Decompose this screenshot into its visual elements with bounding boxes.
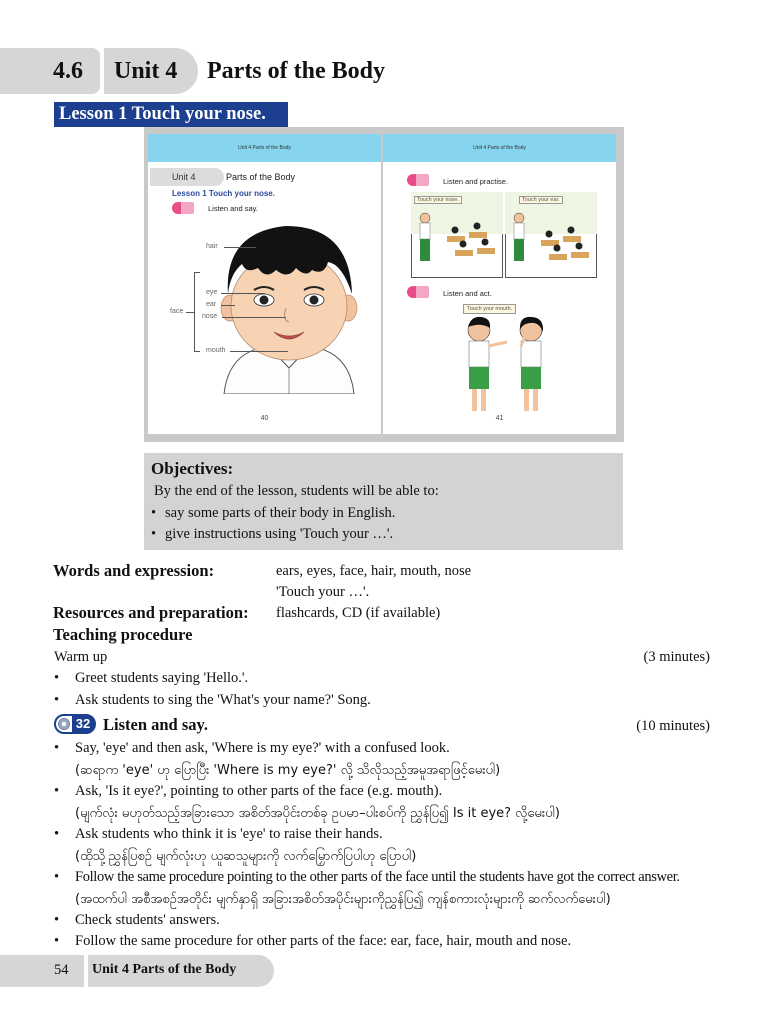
- procedure-step-myanmar: (ထိုသို့ညွှန်ပြစဉ် မျက်လုံးဟု ယူဆသူများကို လက်မြှောက်ပြပါဟု ပြောပါ): [75, 849, 417, 864]
- face-bracket: [194, 272, 195, 352]
- objectives-box: [144, 453, 623, 550]
- label-nose: nose: [202, 313, 218, 320]
- words-list: ears, eyes, face, hair, mouth, nose: [276, 563, 472, 579]
- objectives-title: Objectives:: [151, 459, 234, 478]
- activity-label: Listen and say.: [208, 204, 258, 213]
- label-line-face: [186, 312, 194, 313]
- page-title: Parts of the Body: [207, 58, 385, 84]
- label-line-ear: [221, 305, 235, 306]
- resources-value: flashcards, CD (if available): [276, 605, 441, 621]
- procedure-step-myanmar: (ဆရာက 'eye' ဟု ပြောပြီး 'Where is my eye?' လို့ သိလိုသည့်အမူအရာဖြင့်မေးပါ): [75, 763, 501, 778]
- page-header-strip: Unit 4 Parts of the Body: [148, 134, 381, 162]
- label-line-mouth: [230, 351, 288, 352]
- warmup-item: • Greet students saying 'Hello.'.: [54, 670, 249, 686]
- objective-item: • say some parts of their body in English.: [151, 505, 396, 521]
- activity-label: Listen and act.: [443, 289, 492, 298]
- classroom-illustration-2: [505, 192, 597, 278]
- warmup-item: • Ask students to sing the 'What's your name?' Song.: [54, 692, 371, 708]
- face-bracket-bottom: [194, 351, 200, 352]
- caption-touch-mouth: Touch your mouth.: [463, 304, 516, 314]
- section-tab: [0, 48, 100, 94]
- label-mouth: mouth: [206, 347, 226, 354]
- label-eye: eye: [206, 289, 218, 296]
- cd-disc-icon: [58, 718, 70, 730]
- classroom-illustration-1: [411, 192, 503, 278]
- procedure-step: • Follow the same procedure for other parts of the face: ear, face, hair, mouth and nose.: [54, 933, 572, 949]
- activity-label: Listen and practise.: [443, 177, 509, 186]
- speaker-icon: [407, 174, 429, 186]
- words-expression: 'Touch your …'.: [276, 584, 370, 600]
- label-line-hair: [224, 247, 256, 248]
- textbook-page-number-right: 41: [495, 415, 504, 422]
- label-ear: ear: [206, 301, 217, 308]
- resources-label: Resources and preparation:: [53, 603, 249, 622]
- procedure-step: • Ask students who think it is 'eye' to raise their hands.: [54, 826, 383, 842]
- warmup-time: (3 minutes): [643, 649, 710, 665]
- textbook-page-right: [383, 134, 616, 434]
- children-illustration: [451, 312, 561, 420]
- track-number: 32: [72, 716, 94, 732]
- textbook-spread: [144, 127, 624, 442]
- mini-unit-tab: Unit 4: [150, 168, 224, 186]
- label-line-nose: [222, 317, 286, 318]
- procedure-step: • Ask, 'Is it eye?', pointing to other parts of the face (e.g. mouth).: [54, 783, 443, 799]
- speaker-icon: [407, 286, 429, 298]
- procedure-step: • Follow the same procedure pointing to the other parts of the face until the students have got the correct answer.: [54, 869, 680, 885]
- label-line-eye: [221, 293, 265, 294]
- textbook-page-left: [148, 134, 381, 434]
- speaker-icon: [172, 202, 194, 214]
- cd-track-icon: [54, 714, 96, 734]
- unit-label: Unit 4: [114, 58, 178, 84]
- words-label: Words and expression:: [53, 561, 215, 580]
- mini-unit-title: Parts of the Body: [226, 172, 296, 182]
- warmup-heading: Warm up: [54, 649, 108, 665]
- textbook-page-number-left: 40: [260, 415, 269, 422]
- label-hair: hair: [206, 243, 218, 250]
- objectives-intro: By the end of the lesson, students will be able to:: [154, 483, 439, 499]
- procedure-step: • Check students' answers.: [54, 912, 220, 928]
- lesson-title-bar: Lesson 1 Touch your nose.: [54, 102, 288, 127]
- section-number: 4.6: [53, 58, 83, 84]
- procedure-step-myanmar: (မျက်လုံး မဟုတ်သည့်အခြားသော အစိတ်အပိုင်းတစ်ခု ဥပမာ–ပါးစပ်ကို ညွှန်ပြ၍ Is it eye? လို့မေးပါ): [75, 806, 560, 821]
- footer-page-number: 54: [54, 962, 69, 978]
- page-header-strip: Unit 4 Parts of the Body: [383, 134, 616, 162]
- footer-page-tab: [0, 955, 84, 987]
- caption-touch-nose: Touch your nose.: [414, 196, 462, 204]
- listen-say-time: (10 minutes): [636, 718, 710, 734]
- footer-unit-label: Unit 4 Parts of the Body: [92, 962, 237, 977]
- mini-lesson-title: Lesson 1 Touch your nose.: [172, 189, 275, 198]
- face-bracket-top: [194, 272, 200, 273]
- caption-touch-ear: Touch your ear.: [519, 196, 563, 204]
- objective-item: • give instructions using 'Touch your …'.: [151, 526, 394, 542]
- procedure-step-myanmar: (အထက်ပါ အစီအစဉ်အတိုင်း မျက်နှာရှိ အခြားအစိတ်အပိုင်းများကိုညွှန်ပြ၍ ကျန်စကားလုံးများကို ဆက်လက်မေးပါ): [75, 892, 611, 907]
- boy-face-illustration: [214, 218, 364, 394]
- listen-say-heading: Listen and say.: [103, 715, 208, 734]
- teaching-procedure-heading: Teaching procedure: [53, 625, 193, 644]
- procedure-step: • Say, 'eye' and then ask, 'Where is my eye?' with a confused look.: [54, 740, 450, 756]
- label-face: face: [170, 308, 184, 315]
